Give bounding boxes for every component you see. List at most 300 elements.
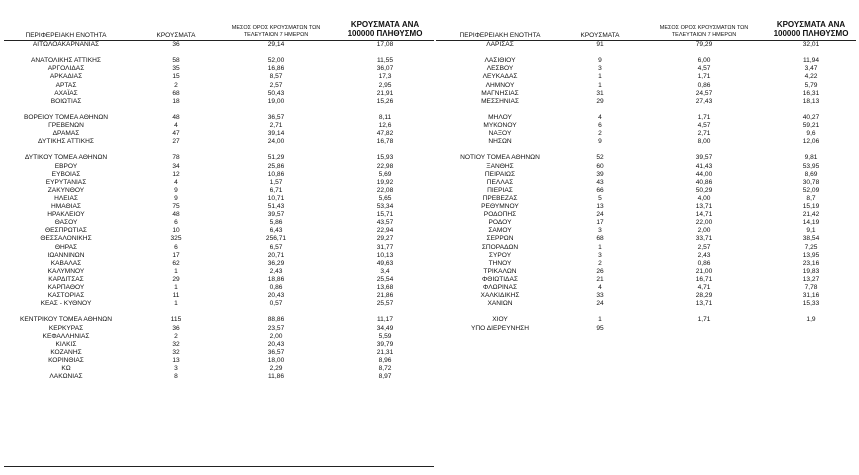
per-100k-cell: 8,7	[806, 194, 816, 202]
table-row	[0, 114, 859, 122]
region-name-cell: ΠΕΙΡΑΙΩΣ	[484, 170, 516, 178]
region-name-cell: ΗΜΑΘΙΑΣ	[51, 203, 81, 210]
cases-cell: 4	[598, 113, 602, 121]
avg-7day-cell: 4,71	[697, 284, 711, 291]
cases-cell: 32	[172, 340, 180, 348]
table-row	[0, 300, 859, 308]
cases-cell: 8	[174, 373, 178, 381]
per-100k-cell: 34,49	[376, 324, 394, 332]
region-name-cell: ΛΑΡΙΣΑΣ	[486, 41, 514, 48]
per-100k-cell: 16,78	[376, 138, 394, 146]
cases-cell: 3	[174, 365, 178, 372]
per-100k-cell: 38,54	[802, 235, 820, 243]
avg-7day-cell: 0,86	[269, 284, 283, 291]
table-row	[0, 308, 859, 316]
avg-7day-cell: 33,71	[695, 235, 713, 243]
region-name-cell: ΧΑΛΚΙΔΙΚΗΣ	[480, 292, 520, 300]
region-name-cell: ΕΥΒΟΙΑΣ	[51, 170, 81, 178]
table-row	[0, 235, 859, 243]
per-100k-cell: 4,22	[804, 73, 818, 81]
region-name-cell: ΛΑΚΩΝΙΑΣ	[49, 373, 83, 381]
cases-cell: 31	[596, 89, 604, 97]
header-avg-right: ΜΕΣΟΣ ΟΡΟΣ ΚΡΟΥΣΜΑΤΩΝ ΤΩΝ ΤΕΛΕΥΤΑΙΩΝ 7 ΗΜΕΡΩΝ	[659, 25, 749, 38]
cases-cell: 36	[172, 41, 180, 48]
region-name-cell: ΣΕΡΡΩΝ	[486, 235, 514, 243]
header-region-right: ΠΕΡΙΦΕΡΕΙΑΚΗ ΕΝΟΤΗΤΑ	[459, 32, 541, 39]
avg-7day-cell: 27,43	[695, 97, 713, 105]
cases-cell: 60	[596, 162, 604, 170]
region-name-cell: ΘΑΣΟΥ	[54, 219, 78, 227]
region-name-cell: ΚΕΝΤΡΙΚΟΥ ΤΟΜΕΑ ΑΘΗΝΩΝ	[20, 316, 112, 324]
cases-cell: 29	[596, 97, 604, 105]
avg-7day-cell: 20,43	[267, 340, 285, 348]
table-row	[0, 57, 859, 65]
cases-cell: 39	[596, 170, 604, 178]
table-row	[0, 122, 859, 130]
region-name-cell: ΤΗΝΟΥ	[488, 259, 512, 267]
table-row	[0, 179, 859, 187]
cases-cell: 48	[172, 113, 180, 121]
table-row	[0, 284, 859, 292]
region-name-cell: ΕΥΡΥΤΑΝΙΑΣ	[45, 178, 87, 186]
avg-7day-cell: 52,00	[267, 57, 285, 65]
cases-cell: 2	[174, 332, 178, 340]
per-100k-cell: 3,47	[804, 65, 818, 73]
avg-7day-cell: 40,86	[695, 178, 713, 186]
region-name-cell: ΛΑΣΙΘΙΟΥ	[484, 57, 516, 65]
region-name-cell: ΑΡΚΑΔΙΑΣ	[49, 73, 83, 81]
region-name-cell: ΛΗΜΝΟΥ	[485, 81, 515, 89]
region-name-cell: ΚΩ	[61, 365, 71, 372]
per-100k-cell: 9,81	[804, 154, 818, 162]
avg-7day-cell: 28,29	[695, 292, 713, 300]
region-name-cell: ΝΟΤΙΟΥ ΤΟΜΕΑ ΑΘΗΝΩΝ	[460, 154, 540, 162]
table-row	[0, 276, 859, 284]
per-100k-cell: 18,13	[802, 97, 820, 105]
cases-cell: 17	[596, 219, 604, 227]
region-name-cell: ΑΡΓΟΛΙΔΑΣ	[47, 65, 85, 73]
avg-7day-cell: 39,14	[267, 130, 285, 138]
per-100k-cell: 9,1	[806, 227, 816, 235]
cases-cell: 24	[596, 300, 604, 308]
region-name-cell: ΘΗΡΑΣ	[54, 243, 78, 251]
region-name-cell: ΛΕΥΚΑΔΑΣ	[482, 73, 518, 81]
avg-7day-cell: 18,00	[267, 356, 285, 364]
avg-7day-cell: 20,71	[267, 251, 285, 259]
cases-cell: 26	[596, 267, 604, 275]
avg-7day-cell: 1,71	[697, 113, 711, 121]
avg-7day-cell: 14,71	[695, 211, 713, 219]
avg-7day-cell: 16,86	[267, 65, 285, 73]
per-100k-cell: 12,6	[378, 122, 392, 129]
avg-7day-cell: 10,71	[267, 194, 285, 202]
avg-7day-cell: 2,71	[269, 122, 283, 129]
avg-7day-cell: 0,86	[697, 81, 711, 89]
per-100k-cell: 25,54	[376, 275, 394, 283]
per-100k-cell: 53,95	[802, 162, 820, 170]
cases-cell: 21	[596, 275, 604, 283]
cases-cell: 48	[172, 211, 180, 219]
table-row	[0, 106, 859, 114]
avg-7day-cell: 13,71	[695, 203, 713, 210]
right-table-body	[0, 41, 859, 466]
table-row	[0, 203, 859, 211]
avg-7day-cell: 6,00	[697, 57, 711, 65]
region-name-cell: ΚΑΒΑΛΑΣ	[50, 259, 82, 267]
avg-7day-cell: 39,57	[267, 211, 285, 219]
per-100k-cell: 5,65	[378, 194, 392, 202]
cases-cell: 1	[174, 284, 178, 291]
per-100k-cell: 25,57	[376, 300, 394, 308]
per-100k-cell: 15,33	[802, 300, 820, 308]
avg-7day-cell: 50,43	[267, 89, 285, 97]
region-name-cell: ΙΩΑΝΝΙΝΩΝ	[47, 251, 85, 259]
cases-cell: 13	[172, 356, 180, 364]
avg-7day-cell: 1,57	[269, 178, 283, 186]
avg-7day-cell: 2,57	[697, 243, 711, 251]
region-name-cell: ΛΕΣΒΟΥ	[486, 65, 514, 73]
table-row	[0, 195, 859, 203]
table-row	[0, 41, 859, 49]
region-name-cell: ΧΑΝΙΩΝ	[487, 300, 513, 308]
region-name-cell: ΣΠΟΡΑΔΩΝ	[481, 243, 519, 251]
cases-cell: 3	[598, 227, 602, 235]
region-name-cell: ΝΗΣΩΝ	[488, 138, 512, 146]
per-100k-cell: 13,95	[802, 251, 820, 259]
header-per100k-right: ΚΡΟΥΣΜΑΤΑ ΑΝΑ 100000 ΠΛΗΘΥΣΜΟ	[773, 20, 849, 38]
avg-7day-cell: 22,00	[695, 219, 713, 227]
table-row	[0, 260, 859, 268]
region-name-cell: ΘΕΣΣΑΛΟΝΙΚΗΣ	[40, 235, 92, 243]
region-name-cell: ΒΟΙΩΤΙΑΣ	[50, 97, 82, 105]
avg-7day-cell: 24,57	[695, 89, 713, 97]
avg-7day-cell: 24,00	[267, 138, 285, 146]
cases-cell: 9	[598, 57, 602, 65]
cases-cell: 52	[596, 154, 604, 162]
region-name-cell: ΡΟΔΟΥ	[488, 219, 512, 227]
cases-cell: 68	[596, 235, 604, 243]
avg-7day-cell: 2,00	[697, 227, 711, 235]
avg-7day-cell: 21,00	[695, 267, 713, 275]
avg-7day-cell: 20,43	[267, 292, 285, 300]
avg-7day-cell: 39,57	[695, 154, 713, 162]
region-name-cell: ΧΙΟΥ	[492, 316, 508, 324]
per-100k-cell: 5,79	[804, 81, 818, 89]
avg-7day-cell: 4,57	[697, 122, 711, 129]
header-avg-left: ΜΕΣΟΣ ΟΡΟΣ ΚΡΟΥΣΜΑΤΩΝ ΤΩΝ ΤΕΛΕΥΤΑΙΩΝ 7 ΗΜΕΡΩΝ	[231, 25, 321, 38]
cases-cell: 5	[598, 194, 602, 202]
region-name-cell: ΤΡΙΚΑΛΩΝ	[483, 267, 517, 275]
per-100k-cell: 15,93	[376, 154, 394, 162]
per-100k-cell: 15,26	[376, 97, 394, 105]
per-100k-cell: 8,72	[378, 365, 392, 372]
bottom-rule-left	[4, 466, 434, 467]
table-row	[0, 82, 859, 90]
avg-7day-cell: 6,57	[269, 243, 283, 251]
region-name-cell: ΔΡΑΜΑΣ	[52, 130, 80, 138]
per-100k-cell: 5,59	[378, 332, 392, 340]
table-row	[0, 219, 859, 227]
cases-cell: 58	[172, 57, 180, 65]
avg-7day-cell: 50,29	[695, 186, 713, 194]
avg-7day-cell: 2,00	[269, 332, 283, 340]
cases-cell: 78	[172, 154, 180, 162]
cases-cell: 17	[172, 251, 180, 259]
region-name-cell: ΠΡΕΒΕΖΑΣ	[482, 194, 518, 202]
cases-cell: 95	[596, 324, 604, 332]
per-100k-cell: 21,42	[802, 211, 820, 219]
avg-7day-cell: 13,71	[695, 300, 713, 308]
per-100k-cell: 13,68	[376, 284, 394, 291]
per-100k-cell: 8,69	[804, 170, 818, 178]
cases-cell: 2	[598, 259, 602, 267]
cases-cell: 10	[172, 227, 180, 235]
per-100k-cell: 12,06	[802, 138, 820, 146]
avg-7day-cell: 79,29	[695, 41, 713, 48]
cases-cell: 4	[174, 178, 178, 186]
per-100k-cell: 19,92	[376, 178, 394, 186]
region-name-cell: ΚΟΖΑΝΗΣ	[50, 348, 82, 356]
table-row	[0, 49, 859, 57]
per-100k-cell: 31,77	[376, 243, 394, 251]
table-row	[0, 211, 859, 219]
region-name-cell: ΡΟΔΟΠΗΣ	[483, 211, 517, 219]
region-name-cell: ΚΑΡΔΙΤΣΑΣ	[48, 275, 84, 283]
region-name-cell: ΣΑΜΟΥ	[488, 227, 512, 235]
per-100k-cell: 23,16	[802, 259, 820, 267]
per-100k-cell: 29,27	[376, 235, 394, 243]
cases-cell: 1	[174, 267, 178, 275]
per-100k-cell: 8,96	[378, 356, 392, 364]
table-row	[0, 227, 859, 235]
per-100k-cell: 3,4	[380, 267, 390, 275]
avg-7day-cell: 51,43	[267, 203, 285, 210]
per-100k-cell: 5,69	[378, 170, 392, 178]
per-100k-cell: 10,13	[376, 251, 394, 259]
per-100k-cell: 43,57	[376, 219, 394, 227]
cases-cell: 66	[596, 186, 604, 194]
region-name-cell: ΕΒΡΟΥ	[54, 162, 78, 170]
region-name-cell: ΚΟΡΙΝΘΙΑΣ	[48, 356, 84, 364]
header-per100k-left: ΚΡΟΥΣΜΑΤΑ ΑΝΑ 100000 ΠΛΗΘΥΣΜΟ	[347, 20, 423, 38]
region-name-cell: ΚΕΡΚΥΡΑΣ	[48, 324, 84, 332]
cases-cell: 33	[596, 292, 604, 300]
region-name-cell: ΜΑΓΝΗΣΙΑΣ	[481, 89, 519, 97]
per-100k-cell: 11,17	[376, 316, 393, 324]
cases-cell: 29	[172, 275, 180, 283]
region-name-cell: ΑΡΤΑΣ	[55, 81, 77, 89]
cases-cell: 3	[598, 65, 602, 73]
avg-7day-cell: 6,71	[269, 186, 283, 194]
cases-cell: 115	[170, 316, 182, 324]
per-100k-cell: 21,91	[376, 89, 394, 97]
avg-7day-cell: 8,57	[269, 73, 283, 81]
region-name-cell: ΚΑΡΠΑΘΟΥ	[47, 284, 85, 291]
per-100k-cell: 19,83	[802, 267, 820, 275]
avg-7day-cell: 2,43	[697, 251, 711, 259]
per-100k-cell: 22,94	[376, 227, 394, 235]
per-100k-cell: 11,94	[802, 57, 819, 65]
cases-cell: 6	[174, 243, 178, 251]
avg-7day-cell: 18,86	[267, 275, 285, 283]
table-row	[0, 268, 859, 276]
cases-cell: 27	[172, 138, 180, 146]
per-100k-cell: 21,86	[376, 292, 394, 300]
cases-cell: 1	[598, 316, 602, 324]
cases-cell: 43	[596, 178, 604, 186]
per-100k-cell: 1,9	[806, 316, 816, 324]
cases-cell: 9	[174, 194, 178, 202]
region-name-cell: ΣΥΡΟΥ	[488, 251, 512, 259]
region-name-cell: ΞΑΝΘΗΣ	[486, 162, 514, 170]
cases-cell: 24	[596, 211, 604, 219]
region-name-cell: ΡΕΘΥΜΝΟΥ	[481, 203, 519, 210]
table-row	[0, 65, 859, 73]
region-name-cell: ΔΥΤΙΚΗΣ ΑΤΤΙΚΗΣ	[38, 138, 94, 146]
per-100k-cell: 21,31	[376, 348, 394, 356]
per-100k-cell: 52,09	[802, 186, 820, 194]
per-100k-cell: 22,08	[376, 186, 394, 194]
cases-cell: 34	[172, 162, 180, 170]
avg-7day-cell: 8,00	[697, 138, 711, 146]
per-100k-cell: 7,78	[804, 284, 818, 291]
avg-7day-cell: 44,00	[695, 170, 713, 178]
region-name-cell: ΚΑΛΥΜΝΟΥ	[47, 267, 85, 275]
per-100k-cell: 47,82	[376, 130, 394, 138]
region-name-cell: ΒΟΡΕΙΟΥ ΤΟΜΕΑ ΑΘΗΝΩΝ	[23, 113, 109, 121]
region-name-cell: ΑΝΑΤΟΛΙΚΗΣ ΑΤΤΙΚΗΣ	[31, 57, 101, 65]
region-name-cell: ΓΡΕΒΕΝΩΝ	[48, 122, 84, 129]
cases-cell: 62	[172, 259, 180, 267]
region-name-cell: ΔΥΤΙΚΟΥ ΤΟΜΕΑ ΑΘΗΝΩΝ	[24, 154, 108, 162]
avg-7day-cell: 10,86	[267, 170, 285, 178]
per-100k-cell: 59,21	[802, 122, 820, 129]
cases-cell: 12	[172, 170, 180, 178]
table-row	[0, 154, 859, 162]
per-100k-cell: 9,6	[806, 130, 816, 138]
avg-7day-cell: 6,43	[269, 227, 283, 235]
avg-7day-cell: 4,00	[697, 194, 711, 202]
cases-cell: 9	[174, 186, 178, 194]
cases-cell: 68	[172, 89, 180, 97]
avg-7day-cell: 19,00	[267, 97, 285, 105]
per-100k-cell: 22,98	[376, 162, 394, 170]
cases-cell: 325	[170, 235, 182, 243]
per-100k-cell: 39,79	[376, 340, 394, 348]
region-name-cell: ΜΗΛΟΥ	[488, 113, 512, 121]
cases-cell: 9	[598, 138, 602, 146]
avg-7day-cell: 256,71	[265, 235, 287, 243]
region-name-cell: ΚΕΑΣ - ΚΥΘΝΟΥ	[40, 300, 92, 308]
region-name-cell: ΗΛΕΙΑΣ	[54, 194, 78, 202]
per-100k-cell: 13,27	[802, 275, 820, 283]
avg-7day-cell: 88,86	[267, 316, 285, 324]
region-name-cell: ΦΛΩΡΙΝΑΣ	[482, 284, 518, 291]
cases-cell: 35	[172, 65, 180, 73]
region-name-cell: ΘΕΣΠΡΩΤΙΑΣ	[44, 227, 88, 235]
per-100k-cell: 32,01	[802, 41, 820, 48]
cases-cell: 1	[598, 81, 602, 89]
region-name-cell: ΚΕΦΑΛΛΗΝΙΑΣ	[42, 332, 90, 340]
cases-cell: 4	[598, 284, 602, 291]
region-name-cell: ΜΥΚΟΝΟΥ	[483, 122, 517, 129]
per-100k-cell: 15,71	[376, 211, 394, 219]
region-name-cell: ΠΕΛΛΑΣ	[486, 178, 514, 186]
avg-7day-cell: 0,57	[269, 300, 283, 308]
per-100k-cell: 53,34	[376, 203, 394, 210]
table-row	[0, 325, 859, 333]
region-name-cell: ΚΑΣΤΟΡΙΑΣ	[47, 292, 85, 300]
table-row	[0, 292, 859, 300]
avg-7day-cell: 2,57	[269, 81, 283, 89]
per-100k-cell: 17,08	[376, 41, 394, 48]
per-100k-cell: 7,25	[804, 243, 818, 251]
cases-cell: 1	[598, 243, 602, 251]
per-100k-cell: 11,55	[376, 57, 393, 65]
avg-7day-cell: 1,71	[697, 73, 711, 81]
region-name-cell: ΗΡΑΚΛΕΙΟΥ	[47, 211, 85, 219]
table-row	[0, 73, 859, 81]
per-100k-cell: 8,11	[378, 113, 392, 121]
region-name-cell: ΑΙΤΩΛΟΑΚΑΡΝΑΝΙΑΣ	[32, 41, 100, 48]
cases-cell: 2	[174, 81, 178, 89]
per-100k-cell: 49,63	[376, 259, 394, 267]
region-name-cell: ΑΧΑΪΑΣ	[54, 89, 78, 97]
table-row	[0, 138, 859, 146]
avg-7day-cell: 11,86	[267, 373, 284, 381]
header-cases-right: ΚΡΟΥΣΜΑΤΑ	[580, 32, 620, 39]
cases-cell: 47	[172, 130, 180, 138]
cases-cell: 13	[596, 203, 604, 210]
cases-cell: 32	[172, 348, 180, 356]
region-name-cell: ΚΙΛΚΙΣ	[55, 340, 77, 348]
per-100k-cell: 2,95	[378, 81, 392, 89]
per-100k-cell: 36,07	[376, 65, 394, 73]
per-100k-cell: 15,19	[802, 203, 820, 210]
avg-7day-cell: 36,29	[267, 259, 285, 267]
per-100k-cell: 40,27	[802, 113, 820, 121]
cases-cell: 6	[174, 219, 178, 227]
per-100k-cell: 14,19	[802, 219, 820, 227]
per-100k-cell: 17,3	[378, 73, 392, 81]
cases-cell: 1	[174, 300, 178, 308]
cases-cell: 18	[172, 97, 180, 105]
avg-7day-cell: 2,29	[269, 365, 283, 372]
cases-cell: 36	[172, 324, 180, 332]
avg-7day-cell: 0,86	[697, 259, 711, 267]
region-name-cell: ΥΠΟ ΔΙΕΡΕΥΝΗΣΗ	[471, 324, 529, 332]
table-row	[0, 98, 859, 106]
header-cases-left: ΚΡΟΥΣΜΑΤΑ	[156, 32, 196, 39]
per-100k-cell: 16,31	[802, 89, 820, 97]
avg-7day-cell: 36,57	[267, 113, 285, 121]
cases-cell: 6	[598, 122, 602, 129]
table-row	[0, 146, 859, 154]
cases-cell: 75	[172, 203, 180, 210]
cases-cell: 91	[596, 41, 604, 48]
region-name-cell: ΖΑΚΥΝΘΟΥ	[47, 186, 85, 194]
avg-7day-cell: 23,57	[267, 324, 285, 332]
header-region-left: ΠΕΡΙΦΕΡΕΙΑΚΗ ΕΝΟΤΗΤΑ	[25, 32, 107, 39]
avg-7day-cell: 2,43	[269, 267, 283, 275]
region-name-cell: ΦΘΙΩΤΙΔΑΣ	[482, 275, 518, 283]
table-row	[0, 130, 859, 138]
per-100k-cell: 8,97	[378, 373, 392, 381]
per-100k-cell: 31,16	[802, 292, 820, 300]
cases-cell: 4	[174, 122, 178, 129]
cases-cell: 3	[598, 251, 602, 259]
avg-7day-cell: 1,71	[697, 316, 711, 324]
